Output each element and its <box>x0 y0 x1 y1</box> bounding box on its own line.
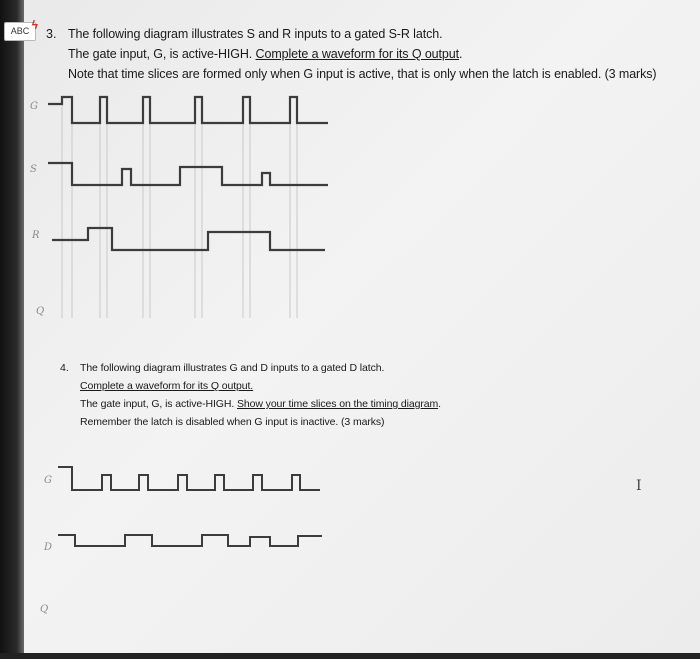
spellcheck-badge-label: ABC <box>10 26 30 36</box>
q3-task-link: Complete a waveform for its Q output <box>255 47 459 61</box>
q4-line-4: Remember the latch is disabled when G input is inactive. (3 marks) <box>80 416 385 428</box>
q4-line-3-suffix: . <box>438 398 441 410</box>
q3-line-1: The following diagram illustrates S and R inputs to a gated S-R latch. <box>68 27 443 41</box>
q4-line-3-prefix: The gate input, G, is active-HIGH. <box>80 398 237 410</box>
lightning-icon: ϟ <box>31 18 38 32</box>
q4-line-2: Complete a waveform for its Q output. <box>80 380 254 392</box>
q3-line-2-suffix: . <box>458 47 463 61</box>
q4-wave-d <box>58 535 322 546</box>
q3-label-r: R <box>32 230 40 241</box>
q4-label-d: D <box>44 542 53 553</box>
q4-label-g: G <box>44 475 52 486</box>
q4-line-1: The following diagram illustrates G and D inputs to a gated D latch. <box>80 362 385 374</box>
q4-wave-g <box>58 467 320 490</box>
q3-number: 3. <box>46 27 57 41</box>
photo-bottom-edge <box>0 653 700 659</box>
q4-number: 4. <box>60 362 69 374</box>
q4-label-q: Q <box>40 604 49 615</box>
q3-line-3: Note that time slices are formed only when G input is active, that is only when the latch is enabled. (3 marks) <box>68 67 657 81</box>
text-cursor-icon: I <box>636 478 642 494</box>
q3-line-2-prefix: The gate input, G, is active-HIGH. <box>68 47 256 61</box>
q3-label-g: G <box>30 101 38 112</box>
q3-label-s: S <box>30 164 37 175</box>
q4-task-link: Show your time slices on the timing diagram <box>236 398 439 410</box>
q3-label-q: Q <box>36 306 45 317</box>
